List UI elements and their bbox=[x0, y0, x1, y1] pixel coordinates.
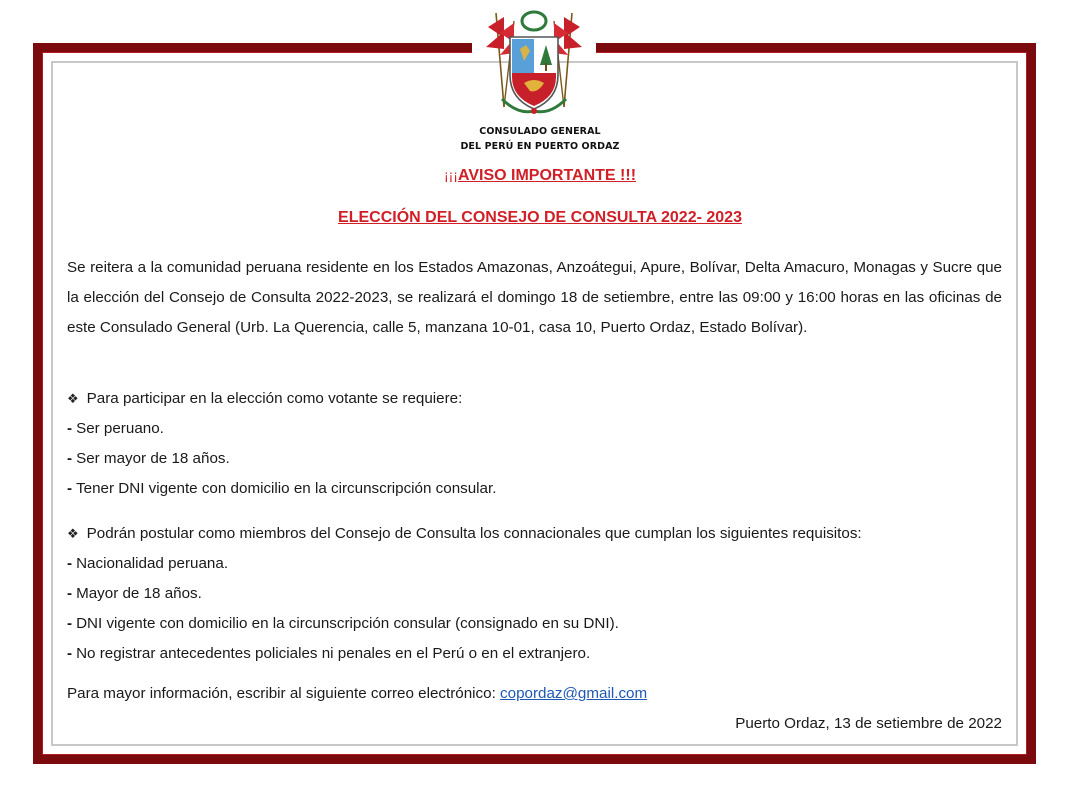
list-item: - No registrar antecedentes policiales ni penales en el Perú o en el extranjero. bbox=[67, 645, 591, 662]
contact-line bbox=[67, 685, 647, 702]
notice-banner bbox=[0, 167, 1080, 185]
list-item: - Nacionalidad peruana. bbox=[67, 555, 229, 572]
list-item: - Tener DNI vigente con domicilio en la circunscripción consular. bbox=[67, 480, 497, 497]
voters-heading bbox=[67, 390, 462, 407]
list-item: - Ser mayor de 18 años. bbox=[67, 450, 230, 467]
list-item: - Mayor de 18 años. bbox=[67, 585, 202, 602]
contact-text: Para mayor información, escribir al siguiente correo electrónico: bbox=[67, 685, 501, 702]
candidates-heading-text: Podrán postular como miembros del Consejo de Consulta los connacionales que cumplan los siguientes requisitos: bbox=[86, 525, 862, 542]
candidates-heading bbox=[67, 525, 862, 542]
signature-date: Puerto Ordaz, 13 de setiembre de 2022 bbox=[735, 715, 1002, 732]
consulate-name-line1: CONSULADO GENERAL bbox=[479, 126, 601, 137]
email-link[interactable]: copordaz@gmail.com bbox=[500, 685, 648, 702]
notice-title: ELECCIÓN DEL CONSEJO DE CONSULTA 2022- 2023 bbox=[338, 209, 742, 226]
diamond-bullet-icon: ❖ bbox=[67, 391, 79, 406]
notice-banner-text: AVISO IMPORTANTE !!! bbox=[457, 167, 637, 184]
list-item: - Ser peruano. bbox=[67, 420, 164, 437]
intro-paragraph: Se reitera a la comunidad peruana residente en los Estados Amazonas, Anzoátegui, Apure, Bolívar, Delta Amacuro, Monagas y Sucre que la elección del Consejo de Consulta 2022-2023, se realizará el domingo 18 de setiembre, entre las 09:00 y 16:00 horas en las oficinas de este Consulado General (Urb. La Querencia, calle 5, manzana 10-01, casa 10, Puerto Ordaz, Estado Bolívar). bbox=[67, 259, 1002, 336]
notice-banner-lead: ¡¡¡ bbox=[443, 167, 458, 183]
voters-heading-text: Para participar en la elección como votante se requiere: bbox=[86, 390, 463, 407]
peru-coat-of-arms-icon bbox=[474, 3, 594, 121]
consulate-name-line2: DEL PERÚ EN PUERTO ORDAZ bbox=[460, 141, 620, 152]
list-item: - DNI vigente con domicilio en la circunscripción consular (consignado en su DNI). bbox=[67, 615, 619, 632]
diamond-bullet-icon: ❖ bbox=[67, 526, 79, 541]
